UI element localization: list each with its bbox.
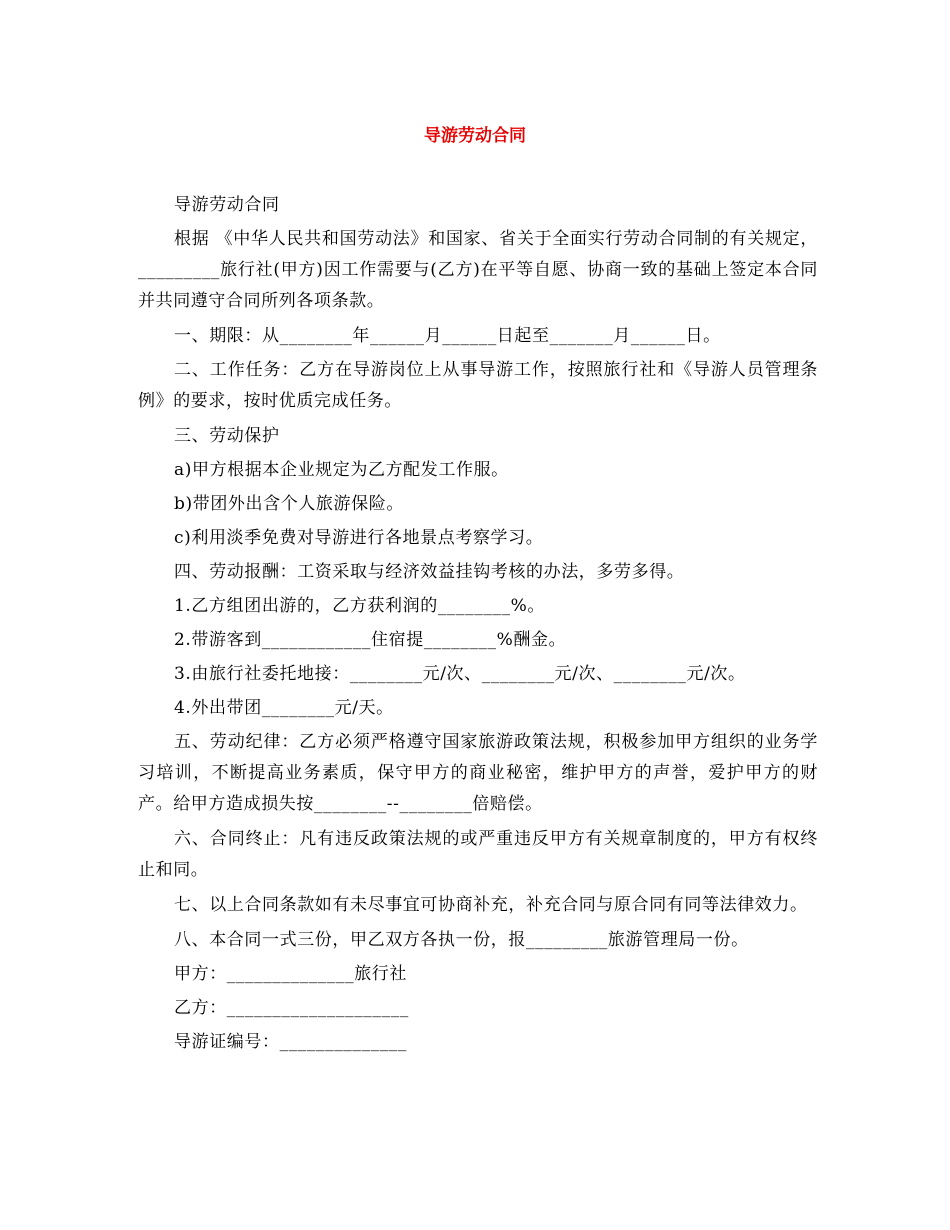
clause-term: 一、期限：从________年______月______日起至_______月______日。 [174,326,721,346]
signature-party-b: 乙方：____________________ [174,998,409,1018]
protection-item-c: c)利用淡季免费对导游进行各地景点考察学习。 [174,528,544,548]
clause-labor-discipline: 五、劳动纪律：乙方必须严格遵守国家旅游政策法规，积极参加甲方组织的业务学习培训，不断提高业务素质，保守甲方的商业秘密，维护甲方的声誉，爱护甲方的财产。给甲方造成损失按________--________倍赔偿。 [138,732,818,814]
remuneration-item-2: 2.带游客到____________住宿提________%酬金。 [174,630,567,650]
remuneration-item-4: 4.外出带团________元/天。 [174,698,394,718]
protection-item-b: b)带团外出含个人旅游保险。 [174,494,404,514]
subtitle-paragraph: 导游劳动合同 [174,195,280,215]
clause-work-task: 二、工作任务：乙方在导游岗位上从事导游工作，按照旅行社和《导游人员管理条例》的要求，按时优质完成任务。 [138,360,818,411]
remuneration-item-3: 3.由旅行社委托地接：________元/次、________元/次、________元/次。 [174,664,746,684]
signature-party-a: 甲方：______________旅行社 [174,964,407,984]
protection-item-a: a)甲方根据本企业规定为乙方配发工作服。 [174,460,509,480]
clause-copies: 八、本合同一式三份，甲乙双方各执一份，报_________旅游管理局一份。 [174,930,749,950]
clause-labor-protection: 三、劳动保护 [174,426,280,446]
document-title: 导游劳动合同 [424,126,526,146]
guide-license-number: 导游证编号：______________ [174,1032,407,1052]
remuneration-item-1: 1.乙方组团出游的，乙方获利润的________%。 [174,596,545,616]
clause-remuneration: 四、劳动报酬：工资采取与经济效益挂钩考核的办法，多劳多得。 [174,562,685,582]
clause-supplement: 七、以上合同条款如有未尽事宜可协商补充，补充合同与原合同有同等法律效力。 [174,895,808,915]
document-body [138,190,818,1061]
preamble-paragraph: 根据 《中华人民共和国劳动法》和国家、省关于全面实行劳动合同制的有关规定，_________旅行社(甲方)因工作需要与(乙方)在平等自愿、协商一致的基础上签定本合同并共同遵守合同所列各项条款。 [138,229,818,311]
clause-termination: 六、合同终止：凡有违反政策法规的或严重违反甲方有关规章制度的，甲方有权终止和同。 [138,829,818,880]
